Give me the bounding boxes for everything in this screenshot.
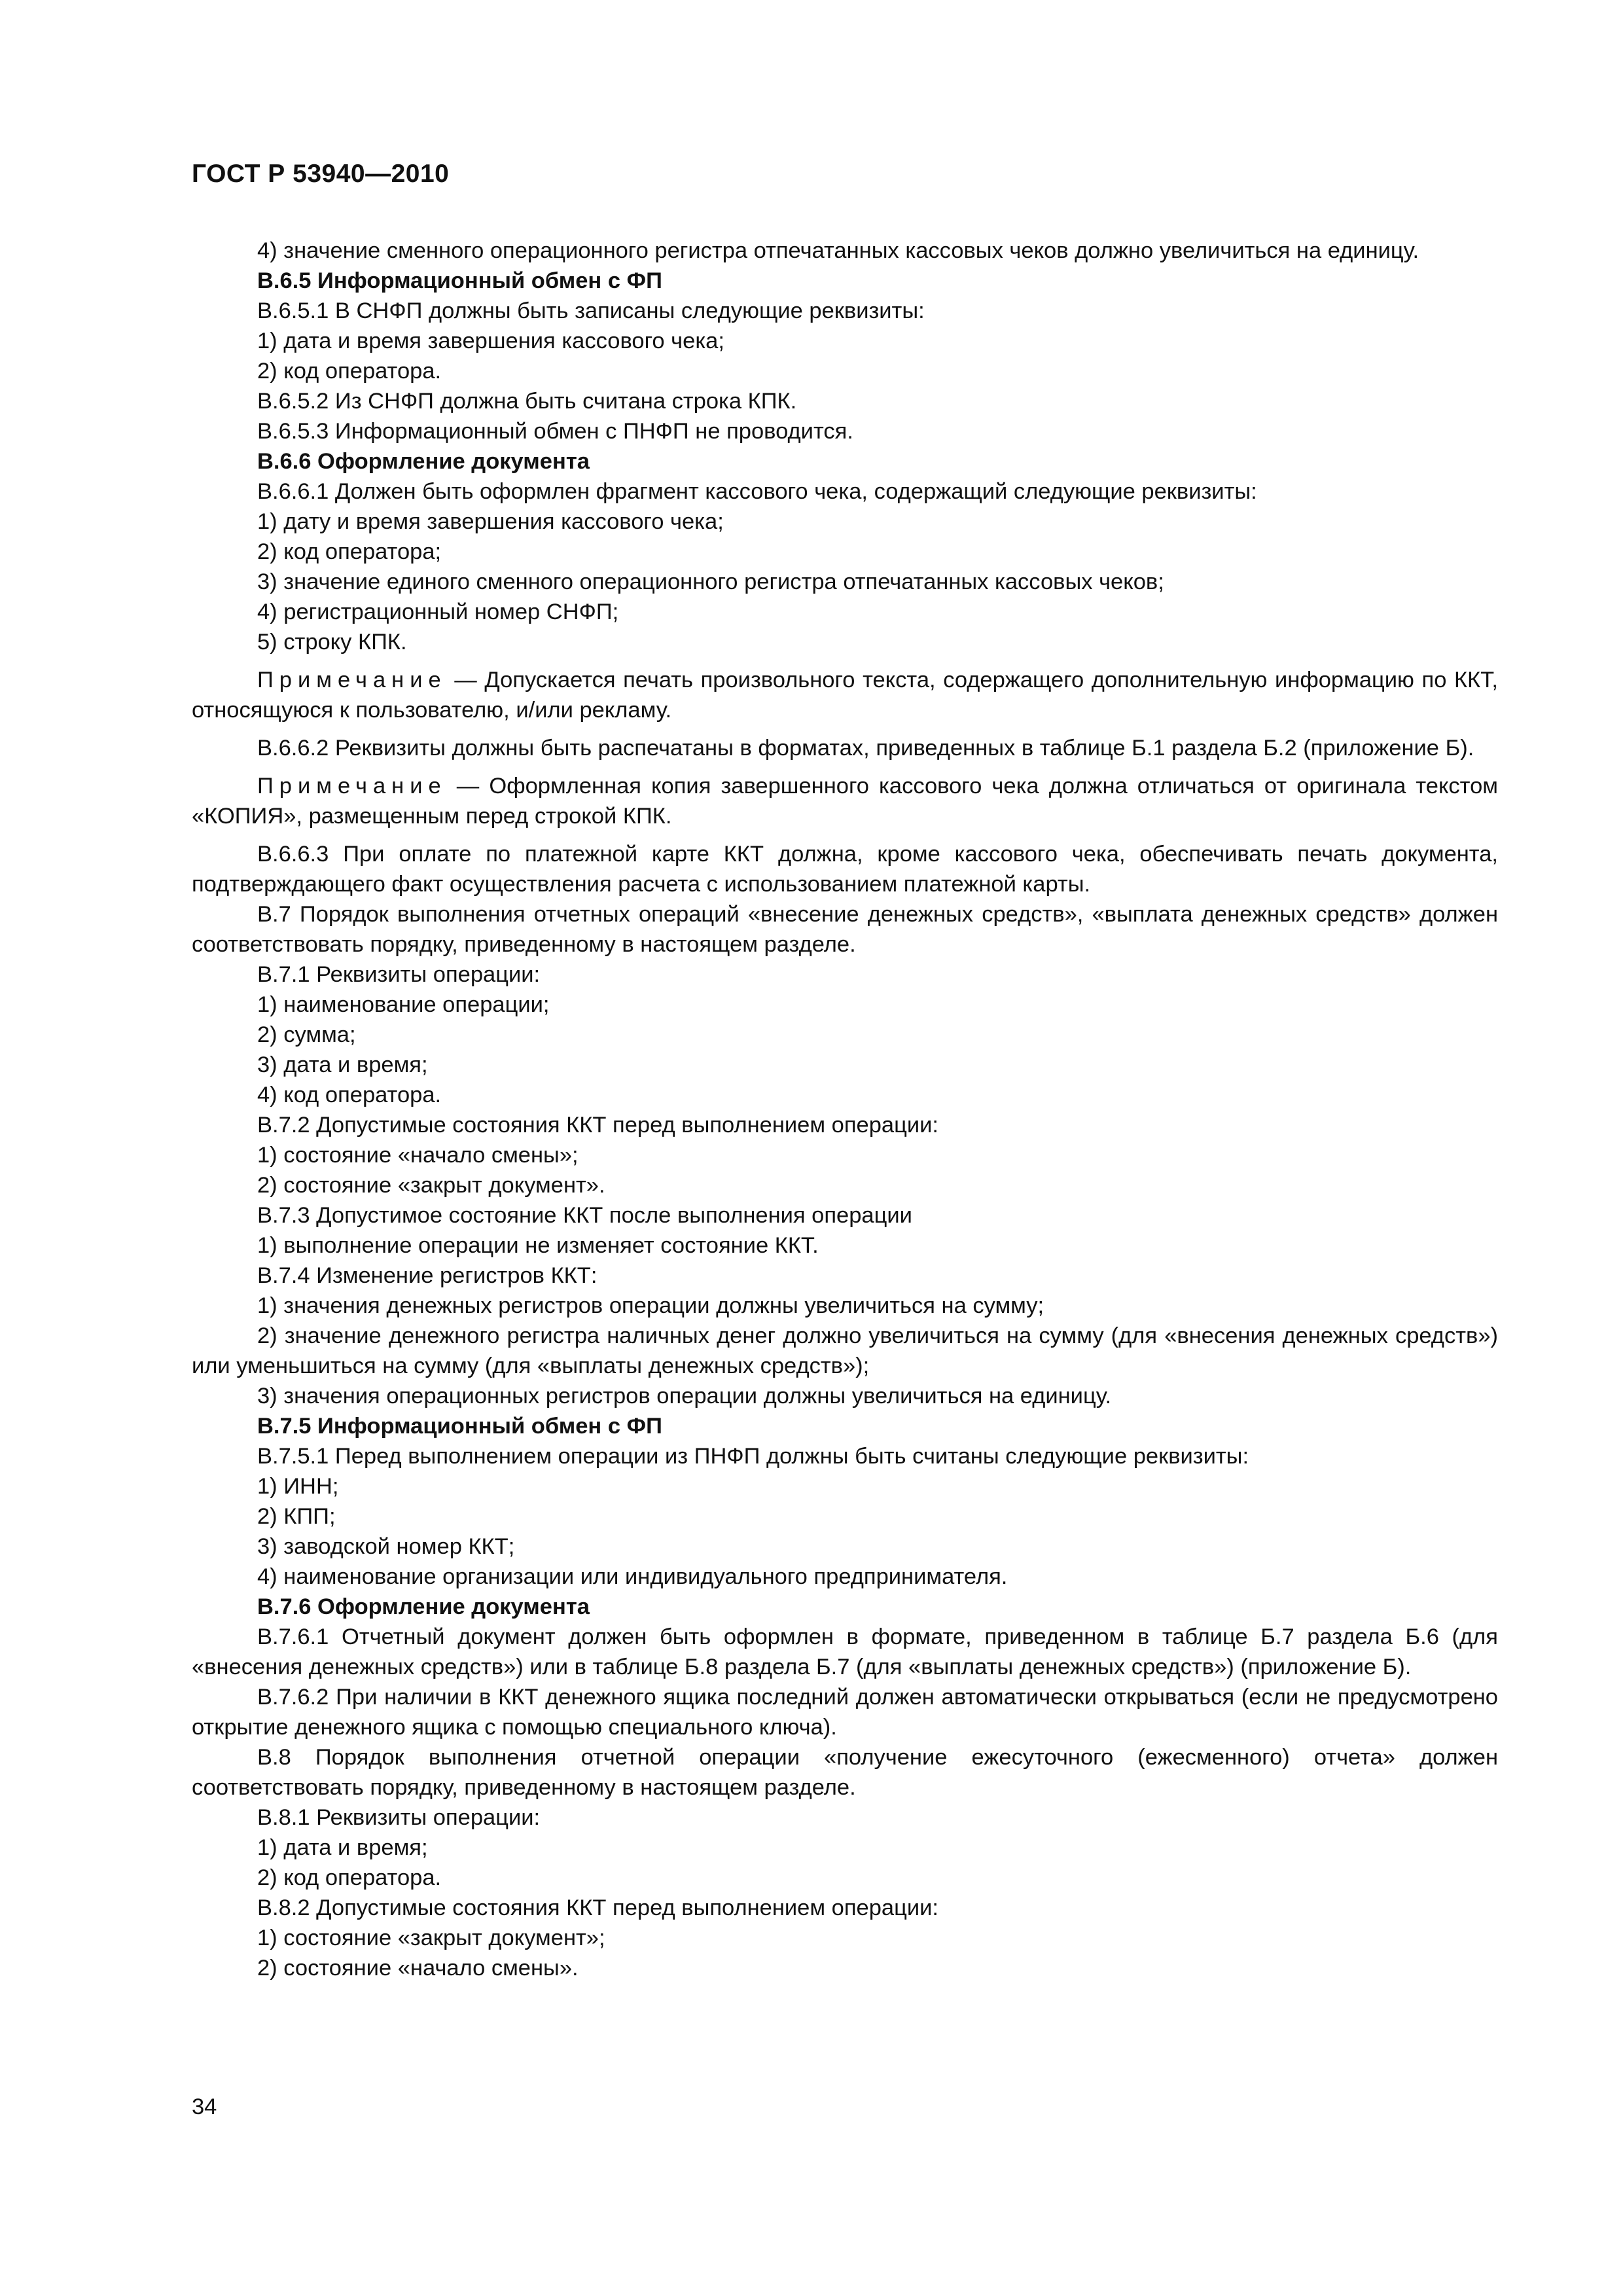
paragraph-text: В.6.5 Информационный обмен с ФП [257,268,662,293]
paragraph [192,1471,1498,1501]
paragraph-text: 2) состояние «начало смены». [257,1956,579,1981]
section-heading [192,1411,1498,1441]
paragraph [192,476,1498,507]
paragraph [192,899,1498,960]
paragraph-text: 2) КПП; [257,1504,336,1529]
paragraph [192,1200,1498,1230]
paragraph-text: 1) выполнение операции не изменяет состояние ККТ. [257,1233,819,1258]
paragraph-text: В.6.6.3 При оплате по платежной карте ККТ должна, кроме кассового чека, обеспечивать печать документа, подтверждающего факт осуществления расчета с использованием платежной карты. [192,842,1498,897]
paragraph-text: 3) значение единого сменного операционного регистра отпечатанных кассовых чеков; [257,569,1164,594]
section-heading [192,266,1498,296]
document-body [192,236,1498,1983]
paragraph [192,1321,1498,1381]
paragraph-text: В.7.2 Допустимые состояния ККТ перед выполнением операции: [257,1113,938,1138]
paragraph [192,1050,1498,1080]
paragraph-text: 1) значения денежных регистров операции должны увеличиться на сумму; [257,1293,1044,1318]
paragraph-text: 1) состояние «начало смены»; [257,1143,579,1168]
paragraph-text: 3) дата и время; [257,1052,428,1077]
paragraph [192,1803,1498,1833]
paragraph-text: В.7.5.1 Перед выполнением операции из ПНФП должны быть считаны следующие реквизиты: [257,1444,1249,1469]
paragraph-text: В.6.6 Оформление документа [257,449,590,474]
paragraph [192,960,1498,990]
paragraph [192,416,1498,446]
paragraph-text: 5) строку КПК. [257,630,407,655]
section-heading [192,446,1498,476]
paragraph-text: В.6.6.2 Реквизиты должны быть распечатаны в форматах, приведенных в таблице Б.1 раздела Б.2 (приложение Б). [257,736,1474,761]
paragraph [192,1562,1498,1592]
paragraph-text: 2) код оператора; [257,539,442,564]
paragraph-text: 1) дата и время; [257,1835,428,1860]
paragraph-text: 4) наименование организации или индивидуального предпринимателя. [257,1564,1008,1589]
section-heading [192,1592,1498,1622]
paragraph-text: 3) заводской номер ККТ; [257,1534,515,1559]
paragraph [192,597,1498,627]
paragraph-text: 4) код оператора. [257,1083,442,1107]
paragraph [192,1080,1498,1110]
paragraph [192,1622,1498,1682]
paragraph-text: В.8.2 Допустимые состояния ККТ перед выполнением операции: [257,1895,938,1920]
paragraph-text: В.7.3 Допустимое состояние ККТ после выполнения операции [257,1203,912,1228]
paragraph [192,1170,1498,1200]
paragraph [192,567,1498,597]
paragraph [192,1291,1498,1321]
paragraph-text: В.7.5 Информационный обмен с ФП [257,1414,662,1439]
paragraph [192,990,1498,1020]
paragraph-text: В.7.1 Реквизиты операции: [257,962,541,987]
paragraph-text: 2) код оператора. [257,359,442,384]
paragraph-text: 1) дата и время завершения кассового чека; [257,329,724,353]
paragraph [192,839,1498,899]
paragraph-text: 4) регистрационный номер СНФП; [257,600,619,624]
paragraph [192,1893,1498,1923]
paragraph [192,537,1498,567]
paragraph [192,1110,1498,1140]
paragraph [192,386,1498,416]
paragraph-text: В.7.4 Изменение регистров ККТ: [257,1263,597,1288]
paragraph [192,733,1498,763]
paragraph [192,1261,1498,1291]
paragraph-text: В.7.6.1 Отчетный документ должен быть оформлен в формате, приведенном в таблице Б.7 раздела Б.6 (для «внесения денежных средств») или в таблице Б.8 раздела Б.7 (для «выплаты денежных средств») (приложение Б). [192,1624,1498,1679]
paragraph-text: 2) состояние «закрыт документ». [257,1173,605,1198]
paragraph-text: 1) наименование операции; [257,992,550,1017]
paragraph [192,1863,1498,1893]
paragraph-text: 1) состояние «закрыт документ»; [257,1926,605,1950]
paragraph [192,1381,1498,1411]
paragraph [192,296,1498,326]
paragraph [192,1140,1498,1170]
page-number: 34 [192,2094,217,2119]
paragraph [192,627,1498,657]
note-label: Примечание [257,668,447,692]
paragraph-text: — Оформленная копия завершенного кассового чека должна отличаться от оригинала текстом «КОПИЯ», размещенным перед строкой КПК. [192,774,1498,829]
paragraph [192,1441,1498,1471]
note-paragraph [192,665,1498,725]
paragraph [192,1501,1498,1532]
paragraph [192,236,1498,266]
paragraph-text: 2) значение денежного регистра наличных денег должно увеличиться на сумму (для «внесения денежных средств») или уменьшиться на сумму (для «выплаты денежных средств»); [192,1323,1498,1378]
paragraph [192,1923,1498,1953]
paragraph [192,507,1498,537]
paragraph-text: В.6.5.2 Из СНФП должна быть считана строка КПК. [257,389,797,414]
paragraph-text: — Допускается печать произвольного текста, содержащего дополнительную информацию по ККТ, относящуюся к пользователю, и/или рекламу. [192,668,1498,723]
paragraph [192,326,1498,356]
paragraph [192,1953,1498,1983]
paragraph [192,1742,1498,1803]
document-header: ГОСТ Р 53940—2010 [192,160,450,188]
paragraph-text: 1) дату и время завершения кассового чека; [257,509,724,534]
paragraph-text: 4) значение сменного операционного регистра отпечатанных кассовых чеков должно увеличиться на единицу. [257,238,1419,263]
paragraph [192,1833,1498,1863]
paragraph [192,1230,1498,1261]
paragraph [192,1020,1498,1050]
paragraph-text: В.6.5.3 Информационный обмен с ПНФП не проводится. [257,419,853,444]
paragraph-text: В.7.6.2 При наличии в ККТ денежного ящика последний должен автоматически открываться (если не предусмотрено открытие денежного ящика с помощью специального ключа). [192,1685,1498,1740]
paragraph-text: 3) значения операционных регистров операции должны увеличиться на единицу. [257,1384,1112,1408]
paragraph-text: В.7.6 Оформление документа [257,1594,590,1619]
paragraph-text: 1) ИНН; [257,1474,339,1499]
paragraph-text: В.8 Порядок выполнения отчетной операции «получение ежесуточного (ежесменного) отчета» должен соответствовать порядку, приведенному в настоящем разделе. [192,1745,1498,1800]
paragraph [192,1532,1498,1562]
paragraph-text: 2) код оператора. [257,1865,442,1890]
paragraph-text: В.8.1 Реквизиты операции: [257,1805,541,1830]
note-label: Примечание [257,774,447,798]
paragraph [192,1682,1498,1742]
paragraph-text: В.7 Порядок выполнения отчетных операций «внесение денежных средств», «выплата денежных средств» должен соответствовать порядку, приведенному в настоящем разделе. [192,902,1498,957]
paragraph-text: 2) сумма; [257,1022,356,1047]
paragraph-text: В.6.5.1 В СНФП должны быть записаны следующие реквизиты: [257,298,925,323]
paragraph-text: В.6.6.1 Должен быть оформлен фрагмент кассового чека, содержащий следующие реквизиты: [257,479,1257,504]
note-paragraph [192,771,1498,831]
paragraph [192,356,1498,386]
